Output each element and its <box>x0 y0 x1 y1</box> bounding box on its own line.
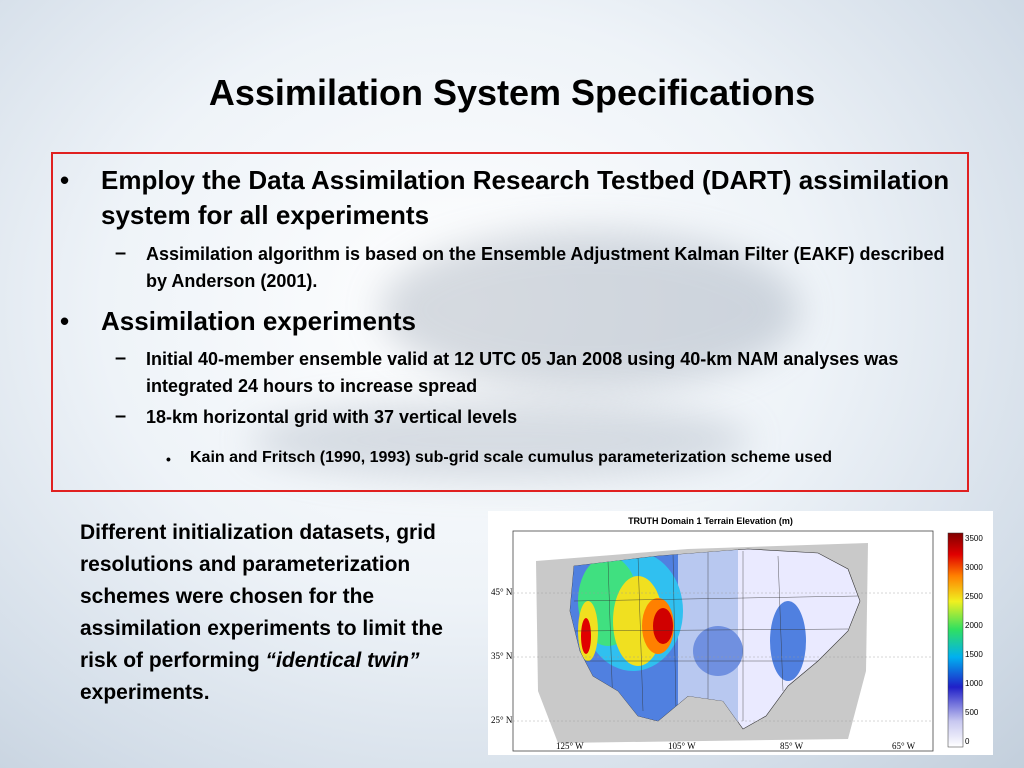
colorbar-label: 1000 <box>965 679 983 688</box>
lat-label: 35° N <box>491 651 513 661</box>
colorbar-label: 500 <box>965 708 979 717</box>
colorbar-label: 2500 <box>965 592 983 601</box>
sub-bullet-ensemble: Initial 40-member ensemble valid at 12 UTC 05 Jan 2008 using 40-km NAM analyses was integrated 24 hours to increase spread <box>146 349 899 396</box>
colorbar-label: 2000 <box>965 621 983 630</box>
side-note-end: experiments. <box>80 681 210 704</box>
sub-bullet-grid: 18-km horizontal grid with 37 vertical levels <box>146 407 518 427</box>
bullet-dart: Employ the Data Assimilation Research Testbed (DART) assimilation system for all experiments <box>101 165 950 230</box>
terrain-map-svg <box>488 511 993 755</box>
side-note-emphasis: “identical twin” <box>265 649 420 672</box>
side-note-main: Different initialization datasets, grid resolutions and parameterization schemes were chosen for the assimilation experiments to limit the risk of performing <box>80 521 443 672</box>
dash-marker: – <box>115 242 127 264</box>
colorbar <box>948 533 963 747</box>
sub-sub-bullet-kain-fritsch: Kain and Fritsch (1990, 1993) sub-grid scale cumulus parameterization scheme used <box>190 449 832 466</box>
lon-label: 105° W <box>668 741 696 751</box>
lon-label: 85° W <box>780 741 804 751</box>
colorbar-label: 0 <box>965 737 970 746</box>
dash-marker: – <box>115 405 127 427</box>
colorbar-label: 3000 <box>965 563 983 572</box>
map-title: TRUTH Domain 1 Terrain Elevation (m) <box>628 516 793 526</box>
slide-title: Assimilation System Specifications <box>208 72 816 113</box>
dash-marker: – <box>115 347 127 369</box>
bullet-experiments: Assimilation experiments <box>101 306 416 336</box>
bullet-marker: • <box>60 165 70 195</box>
colorbar-label: 3500 <box>965 534 983 543</box>
bullet-marker-small: • <box>166 451 171 467</box>
lat-label: 25° N <box>491 715 513 725</box>
side-note <box>80 517 480 709</box>
lat-label: 45° N <box>491 587 513 597</box>
lon-label: 125° W <box>556 741 584 751</box>
terrain-map-figure <box>488 511 993 755</box>
bullet-marker: • <box>60 306 70 336</box>
colorbar-label: 1500 <box>965 650 983 659</box>
lon-label: 65° W <box>892 741 916 751</box>
sub-bullet-eakf: Assimilation algorithm is based on the Ensemble Adjustment Kalman Filter (EAKF) described by Anderson (2001). <box>146 244 945 291</box>
